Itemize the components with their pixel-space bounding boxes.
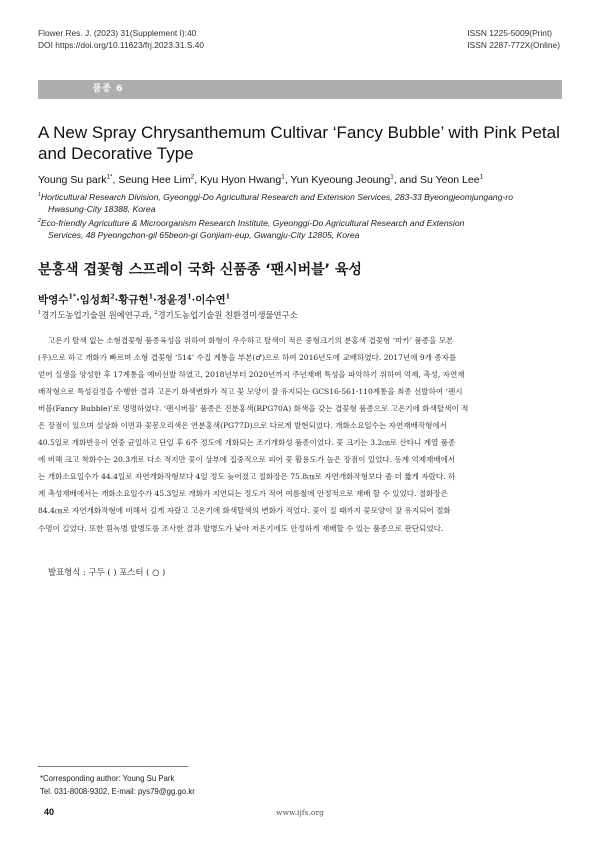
- author-name: Kyu Hyon Hwang: [200, 174, 282, 186]
- abstract-line: 버블(Fancy Bubble)’로 명명하였다. ‘팬시버블’ 품종은 진분홍색(RPG70A) 화색을 갖는 겹꽃형 품종으로 고온기에 화색탈색이 적: [38, 404, 469, 414]
- section-label: 품종 6: [92, 84, 124, 94]
- presentation-format: 발표형식 : 구두 ( ) 포스터 ( ○ ): [48, 567, 166, 577]
- abstract: [38, 332, 562, 537]
- korean-affil-sup: 1: [38, 310, 42, 317]
- abstract-line: 고온기 탈색 없는 소형겹꽃형 품종육성을 위하여 화형이 우수하고 탈색이 적은 중형크기의 분홍색 겹꽃형 ‘마카’ 품종을 모본: [48, 336, 454, 345]
- author-sup: 2: [190, 173, 195, 181]
- korean-affiliation: [38, 309, 298, 321]
- page-number: 40: [44, 807, 55, 817]
- korean-author-sup: 2: [110, 293, 115, 301]
- korean-author-name: 임성희: [79, 294, 111, 306]
- korean-author-name: 정윤경: [156, 294, 188, 306]
- affiliation-line: Hwasung-City 18388, Korea: [48, 203, 156, 214]
- corresponding-author-name: *Corresponding author: Young Su Park: [40, 774, 175, 783]
- korean-affil-sup: 2: [154, 310, 158, 317]
- corresponding-contact: Tel. 031-8008-9302, E-mail: pys79@gg.go.kr: [40, 787, 195, 796]
- korean-title: 분홍색 겹꽃형 스프레이 국화 신품종 ‘팬시버블’ 육성: [38, 262, 362, 278]
- author-sup: 1*: [106, 173, 113, 181]
- korean-author-name: 이수연: [195, 294, 226, 306]
- korean-author-sup: 1*: [68, 293, 77, 301]
- abstract-line: 은 장점이 있으며 설상화 이면과 꽃봉오리색은 연분홍색(PG77D)으로 다르게 발현되었다. 개화소요일수는 자연재배작형에서: [38, 421, 447, 431]
- korean-affil-text: 경기도농업기술원 원예연구과,: [41, 310, 155, 320]
- author-name: Young Su park: [38, 174, 107, 186]
- korean-author-list: 박영수$^{1*}$·임성희$^2$·황규현$^1$·정윤경$^1$·이수연$^1$: [38, 293, 231, 306]
- korean-author-name: 박영수: [38, 294, 69, 306]
- issn-print: ISSN 1225-5009(Print): [467, 28, 553, 38]
- journal-header: [38, 28, 204, 51]
- abstract-line: 얻어 실생을 양성한 후 17계통을 예비선발 하였고, 2018년부터 2020년까지 주년재배 특성을 파악하기 위하여 억제, 촉성, 자연재: [38, 370, 465, 380]
- author-name: Seung Hee Lim: [118, 174, 191, 186]
- abstract-line: 40.5일로 개화반응이 연중 균일하고 단일 후 6주 정도에 개화되는 조기개화성 품종이었다. 꽃 크기는 3.2㎝로 산타니 계열 품종: [38, 438, 456, 448]
- korean-author-name: 황규현: [118, 294, 149, 306]
- abstract-line: 에 비해 크고 착화수는 20.3개로 다소 적지만 꽃이 상부에 집중적으로 피어 꽃 활용도가 높은 장점이 있었다. 동계 억제재배에서: [38, 455, 456, 465]
- affiliation-line: Eco-friendly Agriculture & Microorganism Research Institute, Gyeonggi-Do Agricultural Research and Extension: [40, 218, 465, 228]
- issn-header: [467, 28, 560, 51]
- website-link[interactable]: www.ijfs.org: [276, 808, 324, 817]
- affiliation-1: [38, 192, 564, 215]
- footnote-divider: [38, 766, 188, 767]
- abstract-line: 수명이 길었다. 또한 흰녹병 발병도를 조사한 결과 발병도가 낮아 저온기에도 안정하게 재배할 수 있는 품종으로 판단되었다.: [38, 523, 444, 533]
- paper-title: A New Spray Chrysanthemum Cultivar ‘Fancy Bubble’ with Pink Petal and Decorative Type: [38, 123, 560, 163]
- korean-affil-text: 경기도농업기술원 친환경미생물연구소: [157, 310, 298, 320]
- affiliation-sup: 1: [38, 192, 41, 199]
- author-sup: 1: [281, 173, 285, 181]
- affiliation-sup: 2: [38, 218, 41, 225]
- abstract-line: 배작형으로 특성검정을 수행한 결과 고온기 화색변화가 적고 꽃 모양이 잘 유지되는 GCS16-561-110계통을 최종 선발하여 ‘팬시: [38, 387, 463, 397]
- section-bar: [38, 80, 562, 99]
- abstract-line: 계 촉성재배에서는 개화소요일수가 45.3일로 개화가 지연되는 정도가 적어 여름철에 안정적으로 재배 할 수 있었다. 절화장은: [38, 489, 449, 499]
- author-sup: 1: [479, 173, 484, 181]
- doi-link[interactable]: DOI https://doi.org/10.11623/frj.2023.31.S.40: [38, 39, 205, 50]
- author-name: Yun Kyeoung Jeoung: [290, 174, 391, 186]
- abstract-line: 84.4㎝로 자연개화작형에 비해서 길게 자랐고 고온기에 화색탈색의 변화가 적었다. 꽃이 질 때까지 꽃모양이 잘 유지되어 절화: [38, 506, 451, 516]
- author-list: Young Su park$^{1*}$, Seung Hee Lim$^2$, Kyu Hyon Hwang$^1$, Yun Kyeoung Jeoung$^1$, and Su Yeon Lee$^1$: [38, 173, 484, 186]
- abstract-line: 는 개화소요일수가 44.4일로 자연개화작형보다 4일 정도 늦어졌고 절화장은 75.8㎝로 자연개화작형보다 좀 더 짧게 자랐다. 하: [38, 472, 456, 482]
- abstract-line: (우)으로 하고 개화가 빠르며 소형 겹꽃형 ‘514’ 수집 계통을 부본(♂)으로 하여 2016년도에 교배하였다. 2017년에 9개 종자를: [38, 353, 457, 363]
- issn-online: ISSN 2287-772X(Online): [467, 39, 560, 50]
- corresponding-author: [40, 772, 195, 798]
- korean-author-sup: 1: [225, 293, 231, 301]
- journal-citation: Flower Res. J. (2023) 31(Supplement I):40: [38, 28, 197, 38]
- korean-author-sup: 1: [148, 293, 154, 301]
- korean-author-sup: 1: [187, 293, 192, 301]
- affiliation-2: [38, 218, 564, 241]
- affiliation-line: Services, 48 Pyeongchon-gil 65beon-gi Gonjiam-eup, Gwangju-City 12805, Korea: [48, 229, 360, 240]
- affiliation-line: Horticultural Research Division, Gyeonggi-Do Agricultural Research and Extension Services, 283-33 Byeongjeomjungang-ro: [40, 192, 513, 202]
- author-sup: 1: [390, 173, 394, 181]
- author-name: Su Yeon Lee: [420, 174, 480, 186]
